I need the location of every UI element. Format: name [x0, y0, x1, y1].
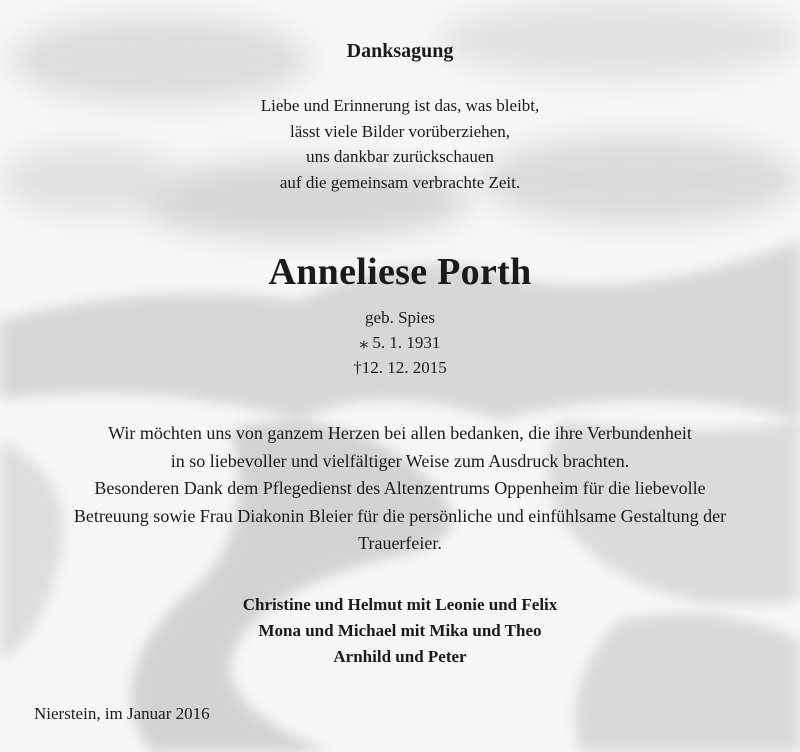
death-date: †12. 12. 2015	[353, 358, 447, 377]
deceased-name: Anneliese Porth	[268, 251, 532, 293]
signature-line: Mona und Michael mit Mika und Theo	[258, 621, 542, 640]
poem-line: uns dankbar zurückschauen	[306, 147, 494, 166]
poem-line: auf die gemeinsam verbrachte Zeit.	[279, 172, 521, 192]
paragraph-line: Betreuung sowie Frau Diakonin Bleier für die persönliche und einfühlsame Gestaltung der	[73, 505, 727, 526]
life-dates	[0, 305, 800, 380]
heading-danksagung: Danksagung	[346, 40, 454, 62]
poem-line: Liebe und Erinnerung ist das, was bleibt,	[260, 96, 540, 115]
family-signatures	[0, 592, 800, 670]
paragraph-line: Besonderen Dank dem Pflegedienst des Altenzentrums Oppenheim für die liebevolle	[94, 478, 706, 498]
place-and-date: Nierstein, im Januar 2016	[34, 704, 210, 723]
signature-line: Arnhild und Peter	[333, 647, 467, 666]
thanks-paragraph	[0, 420, 800, 558]
birth-date: ⁎ 5. 1. 1931	[359, 333, 441, 352]
poem-line: lässt viele Bilder vorüberziehen,	[290, 121, 510, 141]
maiden-name: geb. Spies	[365, 308, 435, 327]
poem	[0, 93, 800, 195]
paragraph-line: Trauerfeier.	[358, 533, 442, 553]
paragraph-line: in so liebevoller und vielfältiger Weise zum Ausdruck brachten.	[170, 450, 630, 471]
signature-line: Christine und Helmut mit Leonie und Felix	[242, 595, 558, 614]
paragraph-line: Wir möchten uns von ganzem Herzen bei allen bedanken, die ihre Verbundenheit	[108, 423, 692, 443]
